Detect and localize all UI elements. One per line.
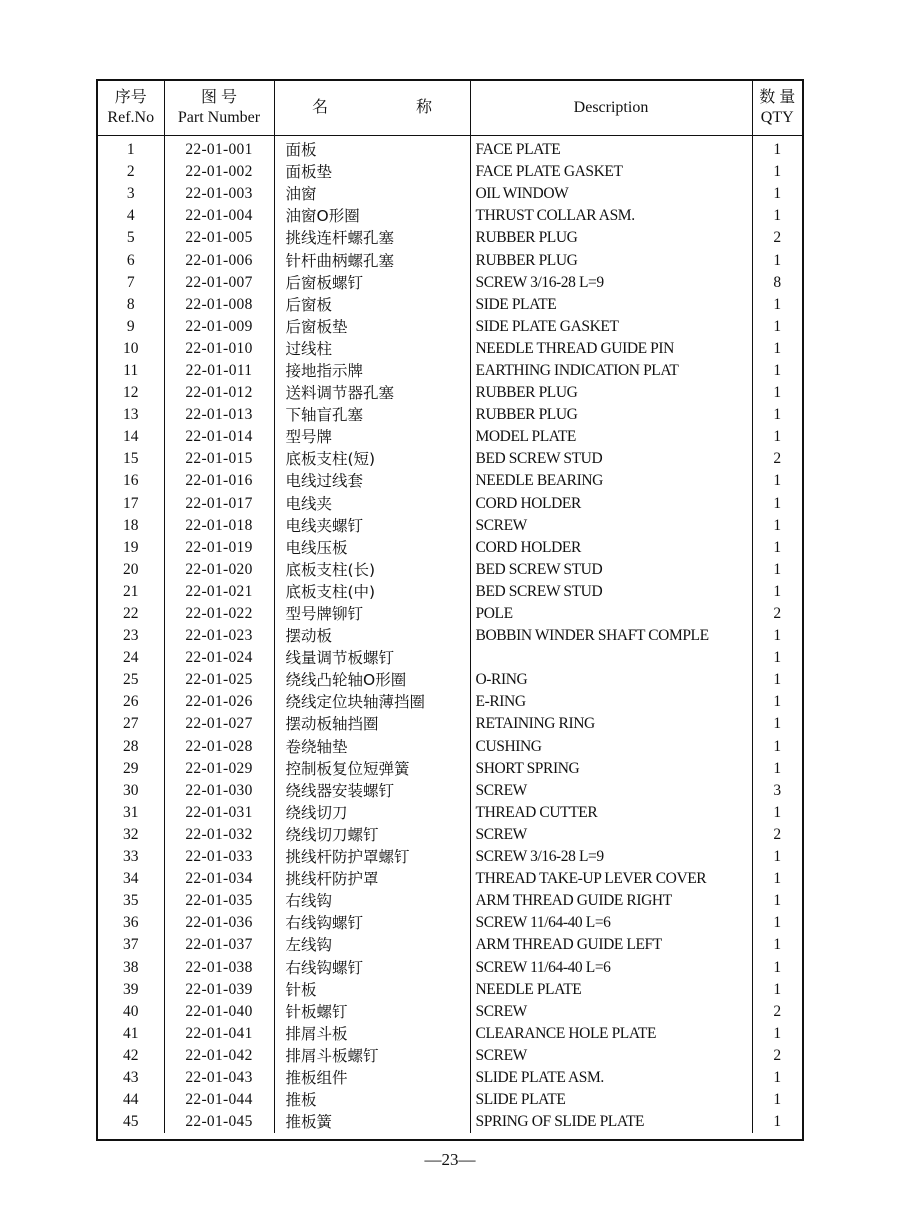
part-header-en: Part Number — [177, 109, 261, 126]
qty-cell: 1 — [773, 560, 782, 578]
description-cell — [470, 647, 752, 669]
name-cell: 绕线凸轮轴O形圈 — [274, 669, 470, 691]
ref-column-header — [98, 81, 164, 136]
table-header-row — [98, 81, 802, 136]
parts-list-body — [98, 136, 802, 1134]
table-row — [98, 360, 802, 382]
table-row — [98, 581, 802, 603]
part-number-cell: 22-01-016 — [164, 470, 274, 492]
table-row — [98, 736, 802, 758]
qty-cell: 2 — [773, 1002, 782, 1020]
part-number-cell: 22-01-003 — [164, 183, 274, 205]
description-cell: THREAD TAKE-UP LEVER COVER — [470, 868, 752, 890]
qty-cell: 1 — [773, 1091, 782, 1109]
ref-cell: 7 — [98, 272, 164, 294]
table-row — [98, 227, 802, 249]
description-cell: NEEDLE PLATE — [470, 979, 752, 1001]
part-number-cell: 22-01-005 — [164, 227, 274, 249]
description-cell: SHORT SPRING — [470, 758, 752, 780]
qty-cell: 1 — [773, 406, 782, 424]
qty-cell: 1 — [773, 803, 782, 821]
qty-cell: 1 — [773, 516, 782, 534]
name-cell: 挑线杆防护罩螺钉 — [274, 846, 470, 868]
table-row — [98, 868, 802, 890]
part-number-cell: 22-01-006 — [164, 249, 274, 271]
name-cell: 针杆曲柄螺孔塞 — [274, 249, 470, 271]
name-cell: 后窗板 — [274, 294, 470, 316]
table-row — [98, 249, 802, 271]
part-number-cell: 22-01-033 — [164, 846, 274, 868]
table-row — [98, 316, 802, 338]
ref-cell: 36 — [98, 912, 164, 934]
qty-cell: 2 — [773, 450, 782, 468]
name-cell: 排屑斗板螺钉 — [274, 1045, 470, 1067]
part-number-cell: 22-01-028 — [164, 736, 274, 758]
ref-cell: 15 — [98, 448, 164, 470]
name-cell: 卷绕轴垫 — [274, 736, 470, 758]
name-cell: 下轴盲孔塞 — [274, 404, 470, 426]
description-cell: BED SCREW STUD — [470, 448, 752, 470]
part-number-cell: 22-01-011 — [164, 360, 274, 382]
description-cell: RUBBER PLUG — [470, 404, 752, 426]
qty-cell: 1 — [773, 715, 782, 733]
qty-cell: 1 — [773, 185, 782, 203]
name-cell: 绕线切刀螺钉 — [274, 824, 470, 846]
description-cell: O-RING — [470, 669, 752, 691]
table-row — [98, 1089, 802, 1111]
part-number-cell: 22-01-007 — [164, 272, 274, 294]
name-cell: 接地指示牌 — [274, 360, 470, 382]
name-cell: 送料调节器孔塞 — [274, 382, 470, 404]
description-cell: SLIDE PLATE — [470, 1089, 752, 1111]
description-cell: SCREW — [470, 1001, 752, 1023]
description-cell: SCREW — [470, 780, 752, 802]
qty-cell: 1 — [773, 936, 782, 954]
description-cell: SCREW 3/16-28 L=9 — [470, 272, 752, 294]
name-cell: 电线夹螺钉 — [274, 515, 470, 537]
part-number-cell: 22-01-020 — [164, 559, 274, 581]
part-number-cell: 22-01-009 — [164, 316, 274, 338]
ref-cell: 9 — [98, 316, 164, 338]
description-cell: E-RING — [470, 691, 752, 713]
name-cell: 后窗板垫 — [274, 316, 470, 338]
part-number-cell: 22-01-026 — [164, 691, 274, 713]
description-cell: SPRING OF SLIDE PLATE — [470, 1111, 752, 1133]
part-number-cell: 22-01-036 — [164, 912, 274, 934]
part-column-header — [164, 81, 274, 136]
qty-cell: 2 — [773, 825, 782, 843]
ref-cell: 34 — [98, 868, 164, 890]
part-number-cell: 22-01-030 — [164, 780, 274, 802]
parts-list-table — [98, 81, 802, 1133]
part-number-cell: 22-01-002 — [164, 161, 274, 183]
ref-cell: 3 — [98, 183, 164, 205]
name-cell: 右线钩螺钉 — [274, 956, 470, 978]
table-row — [98, 802, 802, 824]
qty-cell: 1 — [773, 958, 782, 976]
description-cell: BED SCREW STUD — [470, 581, 752, 603]
part-number-cell: 22-01-004 — [164, 205, 274, 227]
name-cell: 油窗O形圈 — [274, 205, 470, 227]
ref-cell: 11 — [98, 360, 164, 382]
qty-cell: 1 — [773, 627, 782, 645]
part-number-cell: 22-01-038 — [164, 956, 274, 978]
description-cell: OIL WINDOW — [470, 183, 752, 205]
ref-cell: 39 — [98, 979, 164, 1001]
name-cell: 面板垫 — [274, 161, 470, 183]
part-number-cell: 22-01-019 — [164, 537, 274, 559]
ref-cell: 13 — [98, 404, 164, 426]
name-cell: 电线过线套 — [274, 470, 470, 492]
qty-cell: 8 — [773, 273, 782, 291]
name-cell: 右线钩 — [274, 890, 470, 912]
name-cell: 推板 — [274, 1089, 470, 1111]
ref-cell: 31 — [98, 802, 164, 824]
part-number-cell: 22-01-008 — [164, 294, 274, 316]
ref-cell: 27 — [98, 713, 164, 735]
ref-cell: 24 — [98, 647, 164, 669]
name-cell: 摆动板轴挡圈 — [274, 713, 470, 735]
table-row — [98, 136, 802, 162]
name-cell: 挑线杆防护罩 — [274, 868, 470, 890]
description-cell: RETAINING RING — [470, 713, 752, 735]
name-cell: 针板 — [274, 979, 470, 1001]
ref-cell: 8 — [98, 294, 164, 316]
table-row — [98, 780, 802, 802]
qty-cell: 1 — [773, 671, 782, 689]
description-cell: NEEDLE BEARING — [470, 470, 752, 492]
ref-cell: 5 — [98, 227, 164, 249]
table-row — [98, 1001, 802, 1023]
description-cell: SCREW — [470, 1045, 752, 1067]
table-row — [98, 647, 802, 669]
name-cell: 线量调节板螺钉 — [274, 647, 470, 669]
description-cell: RUBBER PLUG — [470, 249, 752, 271]
qty-cell: 1 — [773, 384, 782, 402]
table-row — [98, 294, 802, 316]
part-number-cell: 22-01-040 — [164, 1001, 274, 1023]
description-cell: CLEARANCE HOLE PLATE — [470, 1023, 752, 1045]
table-row — [98, 691, 802, 713]
ref-cell: 45 — [98, 1111, 164, 1133]
ref-cell: 33 — [98, 846, 164, 868]
description-cell: RUBBER PLUG — [470, 227, 752, 249]
qty-cell: 1 — [773, 317, 782, 335]
name-cell: 型号牌 — [274, 426, 470, 448]
table-row — [98, 603, 802, 625]
table-row — [98, 846, 802, 868]
ref-cell: 41 — [98, 1023, 164, 1045]
name-cell: 推板簧 — [274, 1111, 470, 1133]
table-row — [98, 625, 802, 647]
qty-cell: 1 — [773, 649, 782, 667]
table-row — [98, 824, 802, 846]
description-cell: RUBBER PLUG — [470, 382, 752, 404]
name-cell: 面板 — [274, 136, 470, 162]
ref-cell: 28 — [98, 736, 164, 758]
part-number-cell: 22-01-039 — [164, 979, 274, 1001]
part-number-cell: 22-01-031 — [164, 802, 274, 824]
description-cell: EARTHING INDICATION PLAT — [470, 360, 752, 382]
qty-cell: 1 — [773, 207, 782, 225]
ref-cell: 40 — [98, 1001, 164, 1023]
description-cell: SCREW 11/64-40 L=6 — [470, 912, 752, 934]
qty-cell: 1 — [773, 251, 782, 269]
part-number-cell: 22-01-032 — [164, 824, 274, 846]
part-number-cell: 22-01-022 — [164, 603, 274, 625]
part-number-cell: 22-01-001 — [164, 136, 274, 162]
qty-cell: 2 — [773, 605, 782, 623]
ref-cell: 26 — [98, 691, 164, 713]
part-number-cell: 22-01-045 — [164, 1111, 274, 1133]
description-cell: CORD HOLDER — [470, 537, 752, 559]
table-row — [98, 161, 802, 183]
table-row — [98, 669, 802, 691]
part-number-cell: 22-01-023 — [164, 625, 274, 647]
part-number-cell: 22-01-034 — [164, 868, 274, 890]
table-row — [98, 426, 802, 448]
name-cell: 电线夹 — [274, 493, 470, 515]
qty-cell: 1 — [773, 693, 782, 711]
qty-cell: 1 — [773, 1113, 782, 1131]
description-cell: BED SCREW STUD — [470, 559, 752, 581]
qty-cell: 1 — [773, 1024, 782, 1042]
table-row — [98, 934, 802, 956]
table-row — [98, 1045, 802, 1067]
name-cell: 针板螺钉 — [274, 1001, 470, 1023]
qty-header-en: QTY — [760, 109, 794, 126]
name-header-zh: 名 称 — [312, 99, 432, 116]
table-row — [98, 979, 802, 1001]
table-row — [98, 956, 802, 978]
name-cell: 绕线切刀 — [274, 802, 470, 824]
qty-cell: 1 — [773, 163, 782, 181]
table-row — [98, 404, 802, 426]
table-row — [98, 493, 802, 515]
part-number-cell: 22-01-037 — [164, 934, 274, 956]
part-header-zh: 图 号 — [200, 89, 237, 106]
description-cell: ARM THREAD GUIDE RIGHT — [470, 890, 752, 912]
ref-cell: 19 — [98, 537, 164, 559]
description-cell: BOBBIN WINDER SHAFT COMPLE — [470, 625, 752, 647]
part-number-cell: 22-01-044 — [164, 1089, 274, 1111]
ref-header-en: Ref.No — [107, 109, 155, 126]
part-number-cell: 22-01-012 — [164, 382, 274, 404]
qty-cell: 1 — [773, 848, 782, 866]
qty-column-header — [752, 81, 802, 136]
name-cell: 排屑斗板 — [274, 1023, 470, 1045]
table-row — [98, 1067, 802, 1089]
description-cell: SLIDE PLATE ASM. — [470, 1067, 752, 1089]
description-cell: MODEL PLATE — [470, 426, 752, 448]
table-row — [98, 382, 802, 404]
qty-cell: 2 — [773, 1046, 782, 1064]
ref-cell: 38 — [98, 956, 164, 978]
ref-cell: 42 — [98, 1045, 164, 1067]
description-cell: FACE PLATE GASKET — [470, 161, 752, 183]
description-cell: SIDE PLATE — [470, 294, 752, 316]
qty-cell: 1 — [773, 759, 782, 777]
table-row — [98, 338, 802, 360]
part-number-cell: 22-01-043 — [164, 1067, 274, 1089]
name-cell: 绕线定位块轴薄挡圈 — [274, 691, 470, 713]
name-cell: 后窗板螺钉 — [274, 272, 470, 294]
table-row — [98, 537, 802, 559]
qty-cell: 2 — [773, 229, 782, 247]
table-row — [98, 205, 802, 227]
ref-cell: 22 — [98, 603, 164, 625]
qty-cell: 1 — [773, 737, 782, 755]
ref-cell: 1 — [98, 136, 164, 162]
name-cell: 挑线连杆螺孔塞 — [274, 227, 470, 249]
qty-header-zh: 数 量 — [759, 89, 796, 106]
table-row — [98, 559, 802, 581]
description-cell: SCREW — [470, 824, 752, 846]
part-number-cell: 22-01-014 — [164, 426, 274, 448]
table-row — [98, 1023, 802, 1045]
ref-cell: 4 — [98, 205, 164, 227]
table-row — [98, 183, 802, 205]
description-cell: CORD HOLDER — [470, 493, 752, 515]
ref-cell: 6 — [98, 249, 164, 271]
qty-cell: 1 — [773, 141, 782, 159]
qty-cell: 1 — [773, 472, 782, 490]
qty-cell: 1 — [773, 582, 782, 600]
qty-cell: 1 — [773, 339, 782, 357]
table-row — [98, 470, 802, 492]
part-number-cell: 22-01-018 — [164, 515, 274, 537]
name-cell: 左线钩 — [274, 934, 470, 956]
part-number-cell: 22-01-013 — [164, 404, 274, 426]
name-cell: 右线钩螺钉 — [274, 912, 470, 934]
ref-cell: 17 — [98, 493, 164, 515]
part-number-cell: 22-01-024 — [164, 647, 274, 669]
table-row — [98, 912, 802, 934]
part-number-cell: 22-01-035 — [164, 890, 274, 912]
ref-cell: 16 — [98, 470, 164, 492]
ref-cell: 29 — [98, 758, 164, 780]
ref-cell: 43 — [98, 1067, 164, 1089]
description-cell: SCREW — [470, 515, 752, 537]
qty-cell: 1 — [773, 914, 782, 932]
ref-cell: 12 — [98, 382, 164, 404]
name-cell: 底板支柱(短) — [274, 448, 470, 470]
table-row — [98, 272, 802, 294]
part-number-cell: 22-01-010 — [164, 338, 274, 360]
part-number-cell: 22-01-042 — [164, 1045, 274, 1067]
qty-cell: 3 — [773, 781, 782, 799]
description-cell: POLE — [470, 603, 752, 625]
qty-cell: 1 — [773, 870, 782, 888]
name-cell: 型号牌铆钉 — [274, 603, 470, 625]
description-cell: FACE PLATE — [470, 136, 752, 162]
ref-cell: 44 — [98, 1089, 164, 1111]
description-column-header — [470, 81, 752, 136]
ref-cell: 25 — [98, 669, 164, 691]
name-cell: 底板支柱(中) — [274, 581, 470, 603]
name-cell: 绕线器安装螺钉 — [274, 780, 470, 802]
part-number-cell: 22-01-015 — [164, 448, 274, 470]
ref-cell: 21 — [98, 581, 164, 603]
ref-cell: 2 — [98, 161, 164, 183]
ref-cell: 30 — [98, 780, 164, 802]
ref-cell: 18 — [98, 515, 164, 537]
part-number-cell: 22-01-027 — [164, 713, 274, 735]
name-cell: 电线压板 — [274, 537, 470, 559]
qty-cell: 1 — [773, 428, 782, 446]
qty-cell: 1 — [773, 538, 782, 556]
name-column-header — [274, 81, 470, 136]
ref-cell: 23 — [98, 625, 164, 647]
part-number-cell: 22-01-041 — [164, 1023, 274, 1045]
table-row — [98, 515, 802, 537]
description-cell: THREAD CUTTER — [470, 802, 752, 824]
name-cell: 过线柱 — [274, 338, 470, 360]
part-number-cell: 22-01-017 — [164, 493, 274, 515]
description-cell: SIDE PLATE GASKET — [470, 316, 752, 338]
ref-cell: 37 — [98, 934, 164, 956]
table-row — [98, 890, 802, 912]
qty-cell: 1 — [773, 892, 782, 910]
description-cell: SCREW 11/64-40 L=6 — [470, 956, 752, 978]
ref-header-zh: 序号 — [114, 89, 147, 106]
description-cell: NEEDLE THREAD GUIDE PIN — [470, 338, 752, 360]
ref-cell: 10 — [98, 338, 164, 360]
name-cell: 控制板复位短弹簧 — [274, 758, 470, 780]
ref-cell: 20 — [98, 559, 164, 581]
table-row — [98, 758, 802, 780]
ref-cell: 35 — [98, 890, 164, 912]
part-number-cell: 22-01-021 — [164, 581, 274, 603]
part-number-cell: 22-01-025 — [164, 669, 274, 691]
part-number-cell: 22-01-029 — [164, 758, 274, 780]
qty-cell: 1 — [773, 1068, 782, 1086]
table-row — [98, 713, 802, 735]
qty-cell: 1 — [773, 295, 782, 313]
qty-cell: 1 — [773, 361, 782, 379]
name-cell: 油窗 — [274, 183, 470, 205]
description-cell: CUSHING — [470, 736, 752, 758]
page-number: —23— — [424, 1150, 476, 1169]
name-cell: 摆动板 — [274, 625, 470, 647]
table-row — [98, 448, 802, 470]
parts-list-table-frame — [96, 79, 804, 1141]
description-header: Description — [573, 99, 649, 116]
qty-cell: 1 — [773, 980, 782, 998]
name-cell: 底板支柱(长) — [274, 559, 470, 581]
ref-cell: 32 — [98, 824, 164, 846]
table-row — [98, 1111, 802, 1133]
description-cell: ARM THREAD GUIDE LEFT — [470, 934, 752, 956]
ref-cell: 14 — [98, 426, 164, 448]
description-cell: SCREW 3/16-28 L=9 — [470, 846, 752, 868]
description-cell: THRUST COLLAR ASM. — [470, 205, 752, 227]
name-cell: 推板组件 — [274, 1067, 470, 1089]
qty-cell: 1 — [773, 494, 782, 512]
